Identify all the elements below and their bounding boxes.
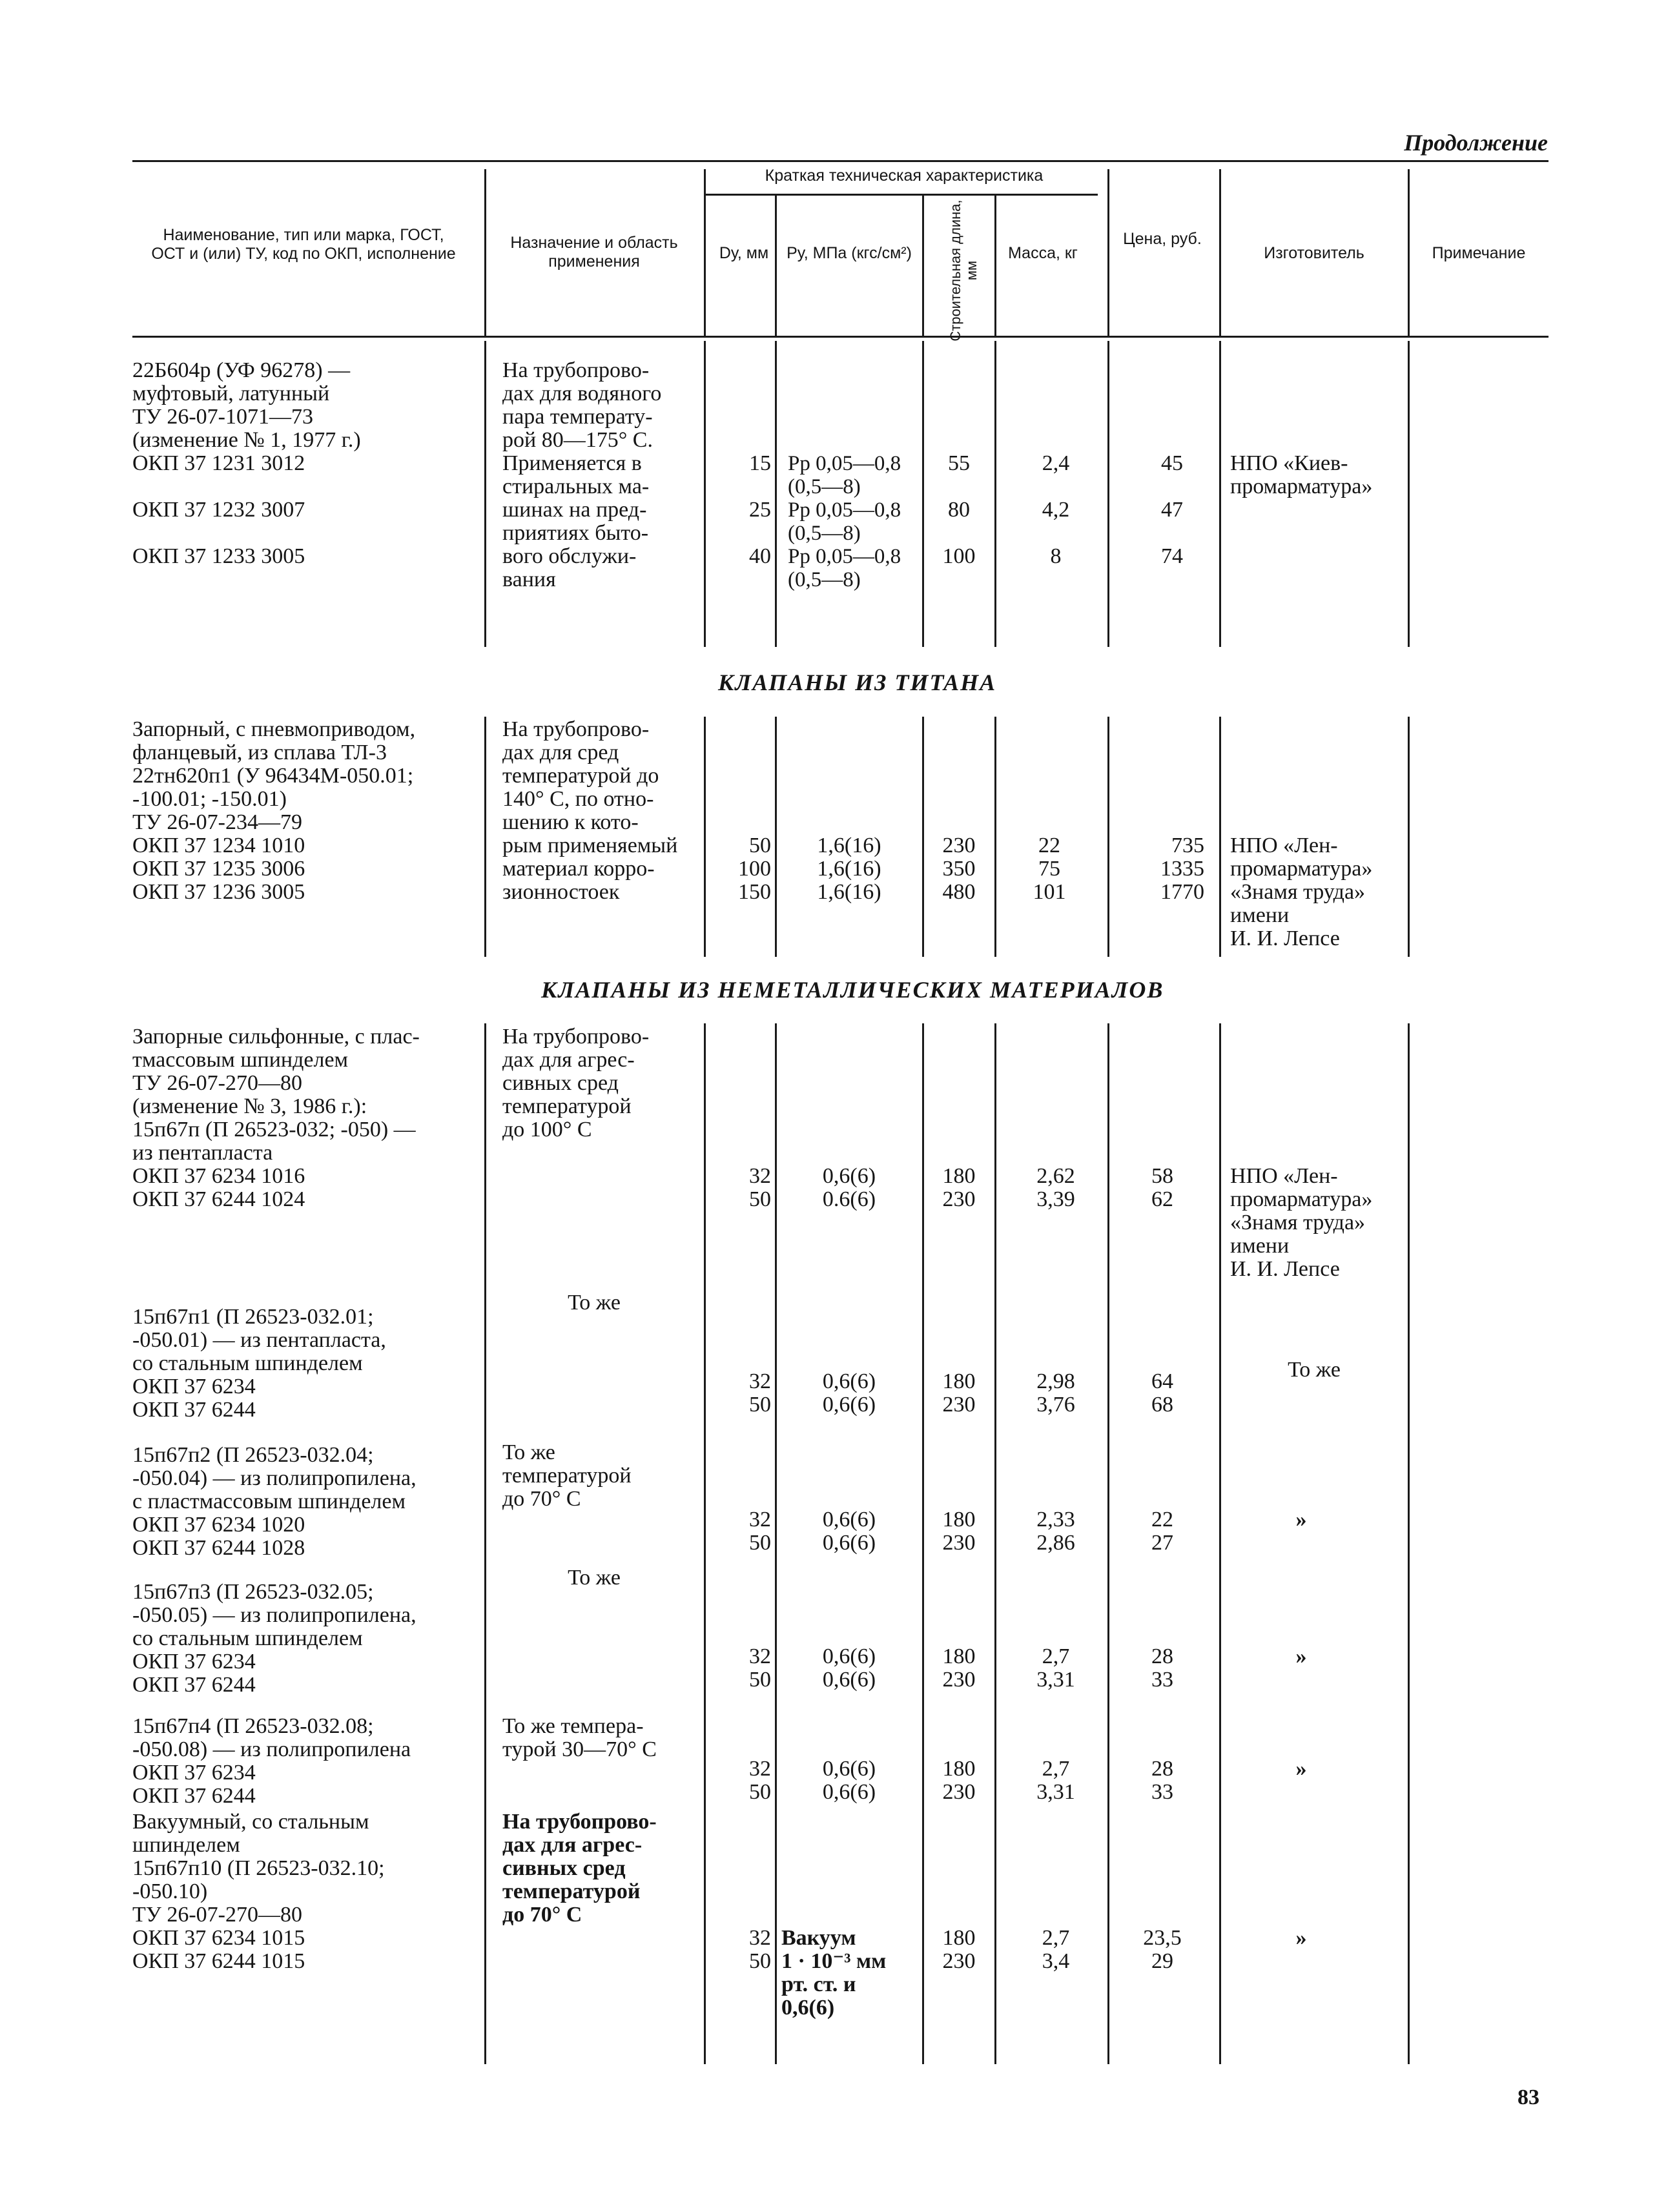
row-mass: 2,7 3,31: [1036, 1757, 1075, 1804]
column-divider: [1219, 717, 1221, 957]
continuation-label: Продолжение: [1404, 130, 1548, 156]
row-mass: 2,7 3,31: [1036, 1644, 1075, 1692]
row-py: Вакуум 1 · 10⁻³ мм рт. ст. и 0,6(6): [781, 1926, 887, 2020]
row-mass: 2,62 3,39: [1036, 1164, 1075, 1211]
header-purpose: Назначение и область применения: [510, 234, 678, 271]
row-maker: НПО «Лен- промарматура» «Знамя труда» имени И. И. Лепсе: [1230, 834, 1373, 950]
row-mass: 22 75 101: [1033, 834, 1066, 904]
row-length: 180 230: [942, 1644, 976, 1692]
row-dy: 32 50: [749, 1369, 771, 1417]
row-dy: 32 50: [749, 1757, 771, 1804]
row-price: 22 27: [1151, 1508, 1173, 1555]
row-name: 15п67п3 (П 26523-032.05; -050.05) — из полипропилена, со стальным шпинделем ОКП 37 6234 ОКП 37 6244: [132, 1580, 417, 1697]
column-divider: [994, 1023, 996, 2064]
row-length: 55 80 100: [942, 451, 976, 568]
row-length: 180 230: [942, 1757, 976, 1804]
column-divider: [704, 1023, 706, 2064]
row-price: 28 33: [1151, 1757, 1173, 1804]
row-mass: 2,98 3,76: [1036, 1369, 1075, 1417]
header-py: Pу, МПа (кгс/см²): [787, 244, 912, 262]
column-divider: [484, 1023, 486, 2064]
row-purpose: На трубопрово- дах для агрес- сивных сред температурой до 100° С: [502, 1025, 650, 1142]
column-divider: [775, 1023, 777, 2064]
row-name: Запорные сильфонные, с плас- тмассовым шпинделем ТУ 26-07-270—80 (изменение № 3, 1986 г.): 15п67п (П 26523-032; -050) — из пентапласта ОКП 37 6234 1016 ОКП 37 6244 1024: [132, 1025, 420, 1211]
column-divider: [1107, 341, 1109, 647]
column-divider: [484, 717, 486, 957]
column-divider: [922, 341, 924, 647]
column-divider: [922, 717, 924, 957]
row-maker: »: [1295, 1926, 1307, 1950]
row-maker: »: [1295, 1644, 1307, 1668]
header-divider: [1219, 169, 1221, 337]
header-bottom-rule: [132, 336, 1548, 338]
header-group-rule: [704, 194, 1098, 196]
row-price: 58 62: [1151, 1164, 1173, 1211]
row-purpose: На трубопрово- дах для сред температурой до 140° С, по отно- шению к кото- рым применяемый материал корро- зионностоек: [502, 717, 678, 904]
row-dy: 15 25 40: [749, 451, 771, 568]
header-mass: Масса, кг: [1008, 244, 1078, 262]
column-divider: [1107, 717, 1109, 957]
header-top-rule: [132, 160, 1548, 162]
header-divider: [1107, 169, 1109, 337]
row-name: 22Б604р (УФ 96278) — муфтовый, латунный ТУ 26-07-1071—73 (изменение № 1, 1977 г.) ОКП 37 1231 3012 ОКП 37 1232 3007 ОКП 37 1233 3005: [132, 358, 361, 568]
row-py: 1,6(16) 1,6(16) 1,6(16): [817, 834, 881, 904]
row-name: Вакуумный, со стальным шпинделем 15п67п10 (П 26523-032.10; -050.10) ТУ 26-07-270—80 ОКП 37 6234 1015 ОКП 37 6244 1015: [132, 1810, 385, 1973]
row-name: Запорный, с пневмоприводом, фланцевый, из сплава ТЛ-3 22тн620п1 (У 96434М-050.01; -100.01; -150.01) ТУ 26-07-234—79 ОКП 37 1234 1010 ОКП 37 1235 3006 ОКП 37 1236 3005: [132, 717, 416, 904]
header-divider: [1408, 169, 1410, 337]
row-dy: 32 50: [749, 1926, 771, 1973]
row-py: 0,6(6) 0,6(6): [822, 1369, 876, 1417]
column-divider: [704, 717, 706, 957]
row-price: 45 47 74: [1161, 451, 1183, 568]
column-divider: [1408, 1023, 1410, 2064]
column-divider: [775, 341, 777, 647]
header-divider: [775, 195, 777, 337]
row-py: 0,6(6) 0,6(6): [822, 1757, 876, 1804]
row-purpose: То же темпера- турой 30—70° С: [502, 1714, 657, 1761]
header-divider: [994, 195, 996, 337]
row-price: 28 33: [1151, 1644, 1173, 1692]
row-mass: 2,4 4,2 8: [1042, 451, 1070, 568]
header-divider: [704, 169, 706, 337]
row-price: 64 68: [1151, 1369, 1173, 1417]
row-purpose: На трубопрово- дах для агрес- сивных сред температурой до 70° С: [502, 1810, 657, 1927]
section-title: КЛАПАНЫ ИЗ ТИТАНА: [718, 670, 997, 695]
header-note: Примечание: [1432, 244, 1526, 262]
column-divider: [994, 341, 996, 647]
row-length: 180 230: [942, 1164, 976, 1211]
header-tech-group: Краткая техническая характеристика: [765, 167, 1044, 185]
row-dy: 50 100 150: [738, 834, 771, 904]
row-maker: »: [1295, 1508, 1307, 1531]
column-divider: [1408, 341, 1410, 647]
row-price: 23,5 29: [1143, 1926, 1182, 1973]
column-divider: [1107, 1023, 1109, 2064]
row-dy: 32 50: [749, 1644, 771, 1692]
header-price: Цена, руб.: [1123, 230, 1202, 248]
section-title: КЛАПАНЫ ИЗ НЕМЕТАЛЛИЧЕСКИХ МАТЕРИАЛОВ: [541, 977, 1164, 1003]
row-py: 0,6(6) 0,6(6): [822, 1644, 876, 1692]
column-divider: [484, 341, 486, 647]
row-maker: То же: [1288, 1358, 1341, 1382]
row-py: Pр 0,05—0,8 (0,5—8) Pр 0,05—0,8 (0,5—8) Pр 0,05—0,8 (0,5—8): [788, 452, 901, 591]
column-divider: [704, 341, 706, 647]
column-divider: [775, 717, 777, 957]
header-length: Строительная длина, мм: [947, 200, 980, 342]
row-length: 180 230: [942, 1369, 976, 1417]
row-price: 735 1335 1770: [1160, 834, 1204, 904]
header-divider: [922, 195, 924, 337]
header-dy: Dу, мм: [719, 244, 769, 262]
row-dy: 32 50: [749, 1164, 771, 1211]
row-mass: 2,33 2,86: [1036, 1508, 1075, 1555]
row-purpose: То же температурой до 70° С: [502, 1440, 632, 1511]
column-divider: [1219, 341, 1221, 647]
row-maker: »: [1295, 1757, 1307, 1781]
row-purpose: То же: [568, 1291, 621, 1315]
row-dy: 32 50: [749, 1508, 771, 1555]
row-name: 15п67п4 (П 26523-032.08; -050.08) — из полипропилена ОКП 37 6234 ОКП 37 6244: [132, 1714, 411, 1808]
row-py: 0,6(6) 0,6(6): [822, 1508, 876, 1555]
header-divider: [484, 169, 486, 337]
row-mass: 2,7 3,4: [1042, 1926, 1070, 1973]
row-name: 15п67п2 (П 26523-032.04; -050.04) — из полипропилена, с пластмассовым шпинделем ОКП 37 6234 1020 ОКП 37 6244 1028: [132, 1443, 417, 1560]
row-length: 180 230: [942, 1926, 976, 1973]
column-divider: [922, 1023, 924, 2064]
row-purpose: На трубопрово- дах для водяного пара температу- рой 80—175° С. Применяется в стиральных ма- шинах на пред- приятиях быто- вого обслужи- вания: [502, 358, 662, 591]
row-name: 15п67п1 (П 26523-032.01; -050.01) — из пентапласта, со стальным шпинделем ОКП 37 6234 ОКП 37 6244: [132, 1305, 386, 1422]
header-maker: Изготовитель: [1264, 244, 1364, 262]
row-purpose: То же: [568, 1566, 621, 1590]
column-divider: [1219, 1023, 1221, 2064]
page-number: 83: [1518, 2085, 1539, 2109]
row-py: 0,6(6) 0.6(6): [822, 1164, 876, 1211]
row-maker: НПО «Киев- промарматура»: [1230, 451, 1373, 498]
row-length: 230 350 480: [942, 834, 976, 904]
header-name: Наименование, тип или марка, ГОСТ, ОСТ и (или) ТУ, код по ОКП, исполнение: [151, 226, 456, 263]
column-divider: [994, 717, 996, 957]
row-length: 180 230: [942, 1508, 976, 1555]
column-divider: [1408, 717, 1410, 957]
row-maker: НПО «Лен- промарматура» «Знамя труда» имени И. И. Лепсе: [1230, 1164, 1373, 1281]
